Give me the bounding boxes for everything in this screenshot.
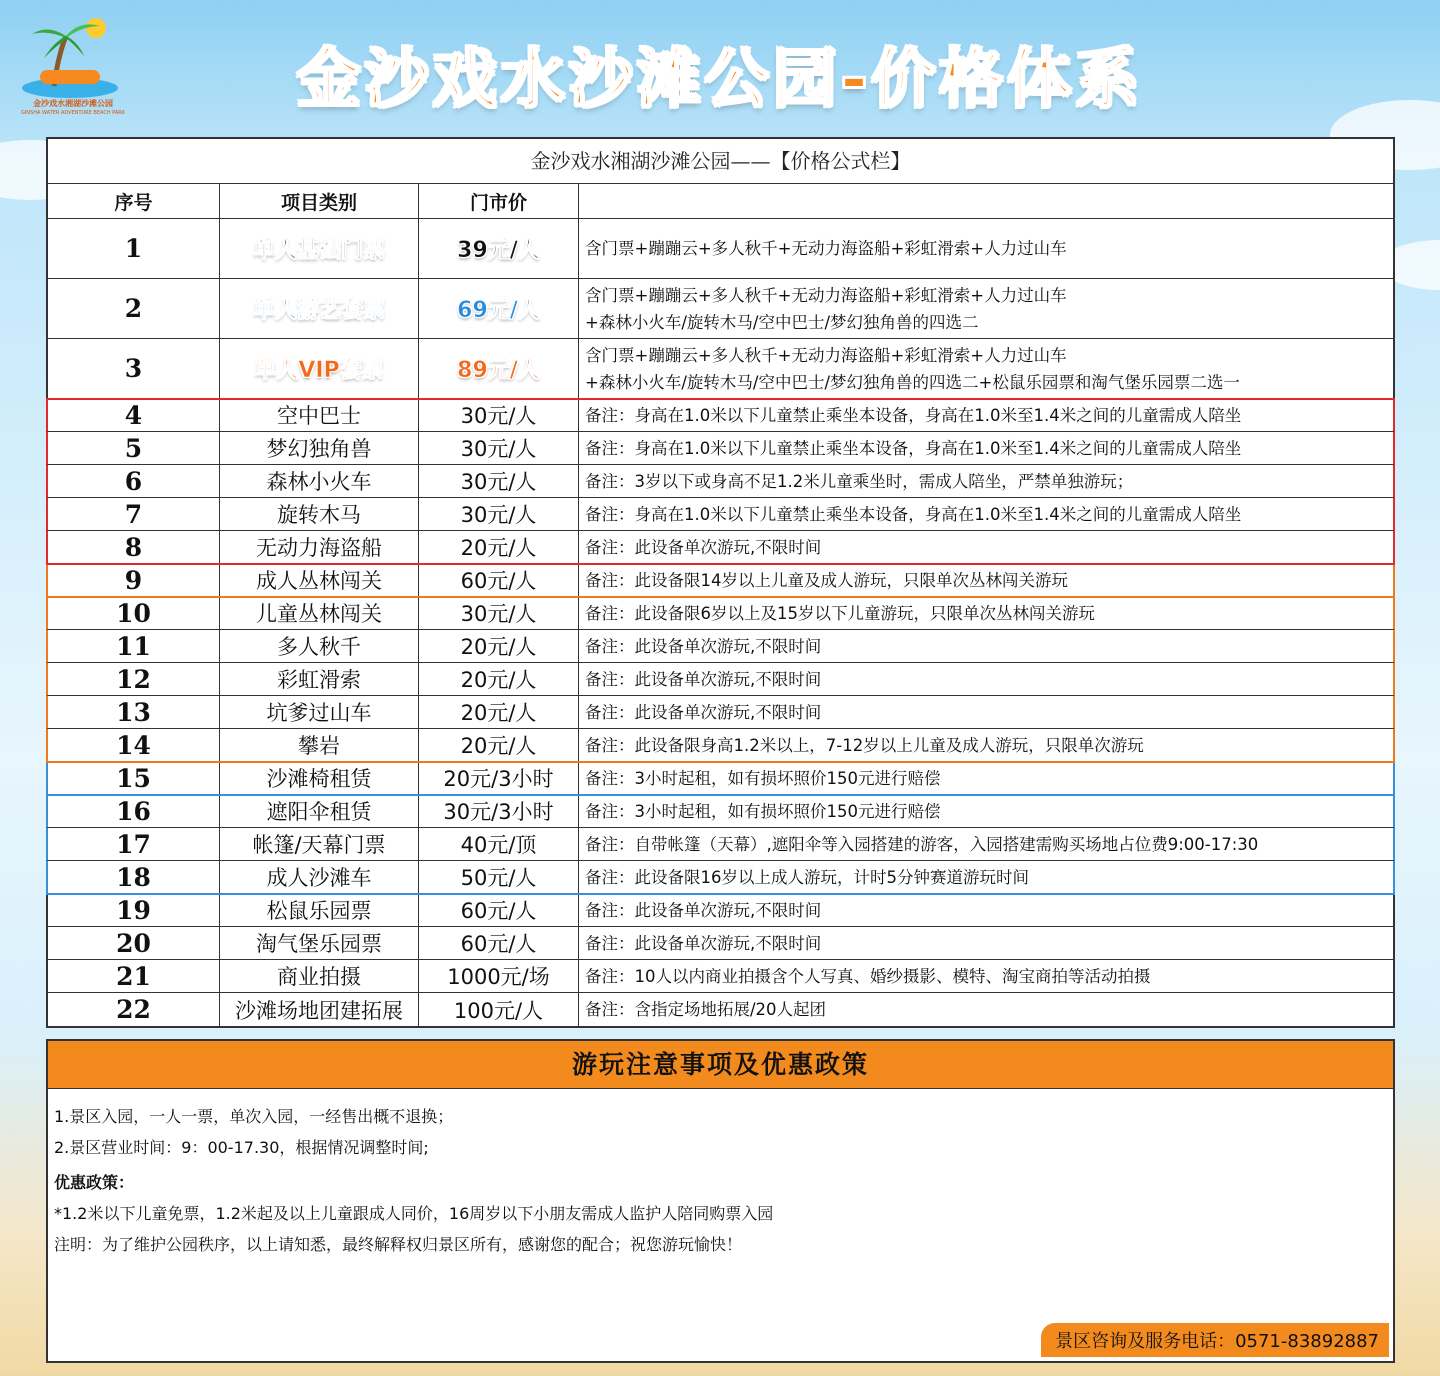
item-price: 60元/人 — [460, 932, 537, 956]
notes-panel — [46, 1039, 1395, 1363]
table-row-package-3 — [48, 339, 1393, 399]
table-row — [46, 663, 1395, 696]
item-price: 20元/人 — [460, 536, 537, 560]
table-row — [46, 531, 1395, 564]
description-line: 含门票+蹦蹦云+多人秋千+无动力海盗船+彩虹滑索+人力过山车 — [585, 239, 1067, 258]
notes-title: 游玩注意事项及优惠政策 — [48, 1041, 1393, 1089]
description-line: +森林小火车/旋转木马/空中巴士/梦幻独角兽的四选二 — [585, 312, 979, 332]
item-price: 20元/人 — [460, 668, 537, 692]
package-name: 单人游艺套票 — [252, 298, 385, 323]
page-title: 金沙戏水沙滩公园-价格体系 — [296, 43, 1144, 117]
table-row — [46, 762, 1395, 795]
item-name: 商业拍摄 — [277, 965, 361, 989]
table-row-package-2 — [48, 279, 1393, 339]
row-number: 10 — [116, 598, 151, 628]
item-remark: 备注：3小时起租，如有损坏照价150元进行赔偿 — [585, 768, 941, 788]
item-price: 30元/人 — [460, 404, 537, 428]
row-number: 15 — [116, 763, 151, 793]
table-row — [46, 597, 1395, 630]
table-row — [46, 795, 1395, 828]
item-name: 攀岩 — [298, 734, 340, 758]
item-price: 60元/人 — [460, 899, 537, 923]
item-remark: 备注：自带帐篷（天幕）,遮阳伞等入园搭建的游客，入园搭建需购买场地占位费9:00-17:30 — [585, 834, 1259, 854]
item-name: 儿童丛林闯关 — [256, 602, 382, 626]
item-remark: 备注：此设备单次游玩,不限时间 — [585, 636, 822, 656]
row-number: 11 — [116, 631, 151, 661]
table-row — [46, 498, 1395, 531]
row-number: 4 — [124, 400, 143, 430]
table-row — [48, 993, 1393, 1026]
column-header-desc — [579, 184, 1393, 218]
table-row — [46, 696, 1395, 729]
palm-tree-icon — [14, 12, 126, 100]
row-number: 19 — [116, 895, 151, 925]
column-header-price: 门市价 — [419, 184, 579, 218]
item-remark: 备注：此设备单次游玩,不限时间 — [585, 702, 822, 722]
item-name: 旋转木马 — [277, 503, 361, 527]
price-table-caption: 金沙戏水湘湖沙滩公园——【价格公式栏】 — [48, 139, 1393, 184]
package-name: 单人VIP套票 — [254, 358, 384, 383]
item-name: 多人秋千 — [277, 635, 361, 659]
table-row — [46, 630, 1395, 663]
item-name: 梦幻独角兽 — [266, 437, 372, 461]
row-number: 9 — [124, 565, 143, 595]
item-name: 帐篷/天幕门票 — [252, 833, 386, 857]
rule-line-2: 2.景区营业时间：9：00-17.30，根据情况调整时间; — [54, 1138, 429, 1157]
row-number: 20 — [116, 928, 151, 958]
row-number: 17 — [116, 829, 151, 859]
table-row — [46, 465, 1395, 498]
discount-policy: *1.2米以下儿童免票，1.2米起及以上儿童跟成人同价，16周岁以下小朋友需成人监护人陪同购票入园 — [54, 1204, 774, 1223]
item-name: 淘气堡乐园票 — [256, 932, 382, 956]
package-description — [585, 342, 1240, 396]
row-number: 22 — [116, 995, 151, 1024]
item-price: 20元/人 — [460, 701, 537, 725]
item-remark: 备注：身高在1.0米以下儿童禁止乘坐本设备，身高在1.0米至1.4米之间的儿童需成人陪坐 — [585, 405, 1242, 425]
discount-label: 优惠政策： — [54, 1173, 135, 1192]
table-row — [46, 399, 1395, 432]
item-remark: 备注：3小时起租，如有损坏照价150元进行赔偿 — [585, 801, 941, 821]
row-number: 18 — [116, 862, 151, 892]
package-description — [585, 282, 1067, 336]
row-number: 5 — [124, 433, 143, 463]
table-row — [46, 828, 1395, 861]
row-number: 7 — [124, 499, 143, 529]
description-line: 含门票+蹦蹦云+多人秋千+无动力海盗船+彩虹滑索+人力过山车 — [585, 345, 1067, 365]
description-line: 含门票+蹦蹦云+多人秋千+无动力海盗船+彩虹滑索+人力过山车 — [585, 285, 1067, 305]
service-phone: 景区咨询及服务电话：0571-83892887 — [1041, 1323, 1389, 1357]
item-remark: 备注：此设备单次游玩,不限时间 — [585, 933, 822, 953]
row-number: 12 — [116, 664, 151, 694]
item-price: 20元/人 — [460, 734, 537, 758]
logo-text: 金沙戏水湘湖沙滩公园 — [33, 99, 113, 108]
table-row — [48, 960, 1393, 993]
column-header-no: 序号 — [48, 184, 220, 218]
row-number: 21 — [116, 961, 151, 991]
item-price: 30元/人 — [460, 503, 537, 527]
price-table — [46, 137, 1395, 1028]
item-price: 30元/人 — [460, 470, 537, 494]
item-name: 无动力海盗船 — [256, 536, 382, 560]
item-name: 森林小火车 — [266, 470, 372, 494]
item-name: 彩虹滑索 — [277, 668, 361, 692]
item-name: 沙滩场地团建拓展 — [235, 998, 403, 1023]
park-logo — [14, 12, 126, 120]
row-number: 16 — [116, 796, 151, 826]
item-price: 50元/人 — [460, 866, 537, 890]
item-name: 成人沙滩车 — [266, 866, 372, 890]
item-remark: 备注：身高在1.0米以下儿童禁止乘坐本设备，身高在1.0米至1.4米之间的儿童需成人陪坐 — [585, 504, 1242, 524]
row-number: 3 — [124, 354, 143, 383]
item-name: 成人丛林闯关 — [256, 569, 382, 593]
item-remark: 备注：10人以内商业拍摄含个人写真、婚纱摄影、模特、淘宝商拍等活动拍摄 — [585, 966, 1151, 986]
item-remark: 备注：此设备限14岁以上儿童及成人游玩，只限单次丛林闯关游玩 — [585, 570, 1068, 590]
item-price: 30元/人 — [460, 602, 537, 626]
item-name: 松鼠乐园票 — [266, 899, 372, 923]
table-row — [46, 564, 1395, 597]
rule-line-1: 1.景区入园，一人一票，单次入园，一经售出概不退换； — [54, 1107, 454, 1126]
table-row-package-1 — [48, 219, 1393, 279]
table-row — [46, 861, 1395, 894]
item-remark: 备注：此设备限6岁以上及15岁以下儿童游玩，只限单次丛林闯关游玩 — [585, 603, 1095, 623]
item-remark: 备注：3岁以下或身高不足1.2米儿童乘坐时，需成人陪坐，严禁单独游玩； — [585, 471, 1134, 491]
item-price: 30元/3小时 — [443, 800, 554, 824]
row-number: 6 — [124, 466, 143, 496]
item-remark: 备注：此设备限身高1.2米以上，7-12岁以上儿童及成人游玩，只限单次游玩 — [585, 735, 1144, 755]
row-number: 13 — [116, 697, 151, 727]
row-number: 8 — [124, 532, 143, 562]
notes-body — [48, 1089, 1393, 1272]
item-name: 沙滩椅租赁 — [266, 767, 372, 791]
row-number: 14 — [116, 730, 151, 760]
table-row — [46, 729, 1395, 762]
item-remark: 备注：此设备限16岁以上成人游玩，计时5分钟赛道游玩时间 — [585, 867, 1029, 887]
statement: 注明：为了维护公园秩序，以上请知悉，最终解释权归景区所有，感谢您的配合；祝您游玩愉快！ — [54, 1235, 743, 1254]
item-price: 20元/3小时 — [443, 767, 554, 791]
logo-subtext: GINSHA WATER ADVENTURE BEACH PARK — [20, 110, 126, 116]
package-price: 89元/人 — [457, 358, 540, 383]
item-remark: 备注：此设备单次游玩,不限时间 — [585, 537, 822, 557]
item-name: 空中巴士 — [277, 404, 361, 428]
package-name: 单人基础门票 — [252, 238, 385, 263]
item-price: 20元/人 — [460, 635, 537, 659]
item-name: 遮阳伞租赁 — [266, 800, 372, 824]
item-name: 坑爹过山车 — [266, 701, 372, 725]
table-row — [48, 927, 1393, 960]
row-number: 2 — [124, 294, 143, 323]
column-header-item: 项目类别 — [220, 184, 419, 218]
table-row — [48, 894, 1393, 927]
item-remark: 备注：含指定场地拓展/20人起团 — [585, 1000, 827, 1019]
table-header-row — [48, 184, 1393, 219]
description-line: +森林小火车/旋转木马/空中巴士/梦幻独角兽的四选二+松鼠乐园票和淘气堡乐园票二选一 — [585, 372, 1240, 392]
table-row — [46, 432, 1395, 465]
item-remark: 备注：此设备单次游玩,不限时间 — [585, 669, 822, 689]
item-rows — [48, 399, 1393, 1026]
package-price: 69元/人 — [457, 298, 540, 323]
item-price: 100元/人 — [453, 998, 544, 1023]
item-price: 30元/人 — [460, 437, 537, 461]
item-remark: 备注：身高在1.0米以下儿童禁止乘坐本设备，身高在1.0米至1.4米之间的儿童需成人陪坐 — [585, 438, 1242, 458]
item-price: 60元/人 — [460, 569, 537, 593]
item-price: 1000元/场 — [447, 965, 550, 989]
item-remark: 备注：此设备单次游玩,不限时间 — [585, 900, 822, 920]
package-description — [585, 235, 1067, 262]
row-number: 1 — [124, 234, 143, 263]
package-price: 39元/人 — [457, 238, 540, 263]
item-price: 40元/顶 — [460, 833, 537, 857]
